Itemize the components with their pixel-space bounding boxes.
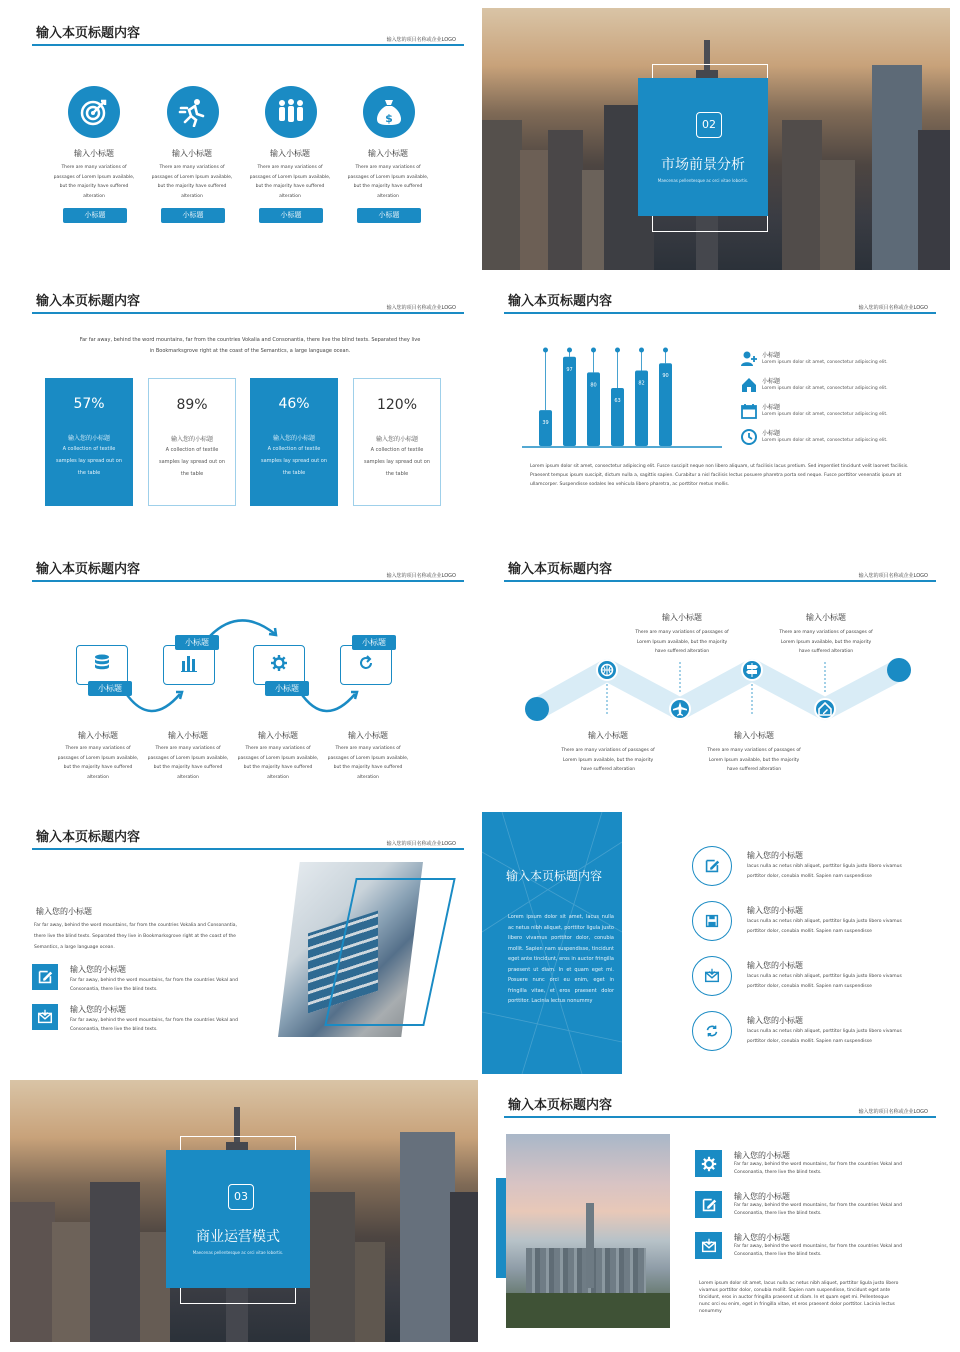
- item-title: 输入您的小标题: [747, 1016, 803, 1025]
- item-text-line: but the majority have suffered: [153, 765, 223, 770]
- section-subtitle: Maecenas pellentesque ac orci vitae lobortis.: [192, 1250, 284, 1255]
- flow-step-box: [163, 645, 215, 685]
- item-text-line: alteration: [357, 774, 379, 780]
- flow-step-box: [76, 645, 128, 685]
- mail-icon: [692, 956, 732, 996]
- item-text-line: but the majority have suffered: [353, 184, 423, 189]
- title-underline: [32, 312, 464, 314]
- title-underline: [504, 1116, 936, 1118]
- section-subtitle: Maecenas pellentesque ac orci vitae lobortis.: [657, 178, 749, 183]
- signpost-icon: [741, 659, 763, 681]
- gear-icon: [269, 653, 289, 677]
- stat-text-line: A collection of textile: [267, 446, 321, 452]
- item-text-line: passages of Lorem Ipsum available,: [249, 174, 331, 180]
- item-title: 输入小标题: [368, 149, 408, 158]
- item-title: 输入小标题: [78, 731, 118, 740]
- slide-2-cover: [482, 8, 950, 270]
- item-text-line: Consonantia, there live the blind texts.: [70, 1027, 158, 1032]
- item-text-line: alteration: [181, 193, 203, 199]
- item-text-line: Consonantia, there live the blind texts.: [70, 987, 158, 992]
- bar-chart: [522, 346, 722, 456]
- item-text-line: porttitor dolor, conubia mollit. Sapien nam suspendisse: [747, 1039, 872, 1044]
- stat-label: 输入您的小标题: [67, 435, 110, 442]
- legend-title: 小标题: [762, 430, 781, 437]
- panel-body: Lorem ipsum dolor sit amet, lacus nulla ac netus nibh aliquet, porttitor ligula justo libero vivamus porttitor dolor, conubia mollit. Sapien nam suspendisse, tincidunt eget ante tincidunt, eros in auctor fringilla praesent ut diam. In et quam eget mi. Posuere nunc orci eu enim, eget in fringilla vitae, et eros praesent dolor porttitor. Lacinia lectus nonummy: [508, 914, 614, 1004]
- bar-value-label: 63: [614, 398, 621, 405]
- edit-icon: [692, 846, 732, 886]
- item-text-line: passages of Lorem Ipsum available,: [53, 174, 135, 180]
- item-text-line: lacus nulla ac netus nibh aliquet, porttitor ligula justo libero vivamus: [747, 919, 902, 924]
- stat-text-line: samples lay spread out on: [55, 458, 122, 464]
- bar: [611, 388, 624, 446]
- title-underline: [32, 848, 464, 850]
- slide-10: [482, 1080, 950, 1342]
- section-heading: 输入您的小标题: [36, 907, 92, 916]
- title-block: [166, 1150, 310, 1288]
- item-text-line: alteration: [279, 193, 301, 199]
- item-text-line: porttitor dolor, conubia mollit. Sapien nam suspendisse: [747, 929, 872, 934]
- legend-title: 小标题: [762, 352, 781, 359]
- legend-text: Lorem ipsum dolor sit amet, consectetur adipiscing elit.: [762, 360, 888, 365]
- section-number: 02: [696, 112, 722, 138]
- item-text-line: Consonantia, there live the blind texts.: [734, 1170, 822, 1175]
- legend-title: 小标题: [762, 378, 781, 385]
- item-button[interactable]: 小标题: [357, 208, 421, 223]
- bar-value-label: 97: [566, 366, 573, 373]
- item-title: 输入小标题: [172, 149, 212, 158]
- database-icon: [92, 653, 112, 677]
- item-text-line: porttitor dolor, conubia mollit. Sapien nam suspendisse: [747, 984, 872, 989]
- stat-card: [250, 378, 338, 506]
- slide-1: [10, 8, 478, 270]
- item-text-line: There are many variations of: [335, 746, 401, 751]
- panel-title: 输入本页标题内容: [506, 869, 603, 883]
- item-title: 输入您的小标题: [70, 1005, 126, 1014]
- body-line-1: Lorem ipsum dolor sit amet, consectetur adipiscing elit. Fusce suscipit neque non libero aliquam, ut facilisis lacus pretium. Sed imperdiet tincidunt velit laoreet facilisis.: [530, 464, 909, 469]
- paragraph-line-2: there live the blind texts. Separated they live in Bookmarksgrove right at the coast of the: [34, 934, 236, 939]
- item-title: 输入小标题: [168, 731, 208, 740]
- stat-text-line: samples lay spread out on: [260, 458, 327, 464]
- item-text-line: There are many variations of: [355, 165, 421, 170]
- money-bag-icon: [363, 86, 415, 138]
- paragraph-line-1: Far far away, behind the word mountains, far from the countries Vokalia and Consonantia,: [34, 923, 237, 928]
- flow-step-box: [340, 645, 392, 685]
- item-text-line: Lorem Ipsum available, but the majority: [562, 757, 654, 763]
- item-button[interactable]: 小标题: [63, 208, 127, 223]
- item-text-line: Consonantia, there live the blind texts.: [734, 1252, 822, 1257]
- company-logo-text: 输入您的项目名称或企业LOGO: [386, 573, 456, 579]
- basketball-icon: [596, 659, 618, 681]
- refresh-icon: [356, 653, 376, 677]
- save-icon: [692, 901, 732, 941]
- bar-guide-dot: [543, 348, 548, 353]
- sync-icon: [692, 1011, 732, 1051]
- paragraph-line-3: Semantics, a large language ocean.: [34, 945, 115, 950]
- bar-guide-dot: [663, 348, 668, 353]
- stat-value: 120%: [376, 397, 418, 413]
- item-text-line: but the majority have suffered: [63, 765, 133, 770]
- item-title: 输入您的小标题: [70, 965, 126, 974]
- company-logo-text: 输入您的项目名称或企业LOGO: [858, 573, 928, 579]
- item-text-line: There are many variations of: [155, 746, 221, 751]
- page-title: 输入本页标题内容: [508, 562, 613, 577]
- item-text-line: alteration: [377, 193, 399, 199]
- item-title: 输入小标题: [258, 731, 298, 740]
- item-text-line: passages of Lorem Ipsum available,: [327, 755, 409, 761]
- stat-text-line: the table: [282, 470, 306, 476]
- body-line-2: vivamus porttitor dolor, conubia mollit. Sapien nam suspendisse, tincidunt eget ante: [699, 1288, 891, 1293]
- item-text-line: passages of Lorem Ipsum available,: [151, 174, 233, 180]
- page-title: 输入本页标题内容: [508, 1098, 613, 1113]
- item-text-line: Far far away, behind the word mountains, far from the countries Vokal and: [70, 978, 238, 983]
- item-text-line: There are many variations of: [61, 165, 127, 170]
- item-title: 输入小标题: [734, 731, 774, 740]
- bar-value-label: 82: [638, 380, 645, 387]
- item-text-line: have suffered alteration: [654, 649, 710, 654]
- title-underline: [504, 312, 936, 314]
- flow-step-box: [253, 645, 305, 685]
- item-text-line: passages of Lorem Ipsum available,: [237, 755, 319, 761]
- flow-step-label: 小标题: [265, 681, 309, 696]
- item-text-line: There are many variations of: [245, 746, 311, 751]
- svg-text:$: $: [385, 112, 393, 125]
- stat-text-line: A collection of textile: [165, 447, 219, 453]
- stat-text-line: the table: [77, 470, 101, 476]
- stat-text-line: the table: [385, 471, 409, 477]
- item-text-line: There are many variations of: [257, 165, 323, 170]
- stat-label: 输入您的小标题: [375, 436, 418, 443]
- bar-value-label: 90: [662, 373, 669, 380]
- page-title: 输入本页标题内容: [36, 26, 141, 41]
- company-logo-text: 输入您的项目名称或企业LOGO: [858, 1109, 928, 1115]
- item-text-line: passages of Lorem Ipsum available,: [57, 755, 139, 761]
- legend-text: Lorem ipsum dolor sit amet, consectetur adipiscing elit.: [762, 438, 888, 443]
- item-text-line: alteration: [177, 774, 199, 780]
- item-button[interactable]: 小标题: [161, 208, 225, 223]
- item-text-line: passages of Lorem Ipsum available,: [147, 755, 229, 761]
- item-text-line: but the majority have suffered: [243, 765, 313, 770]
- item-title: 输入您的小标题: [747, 961, 803, 970]
- stat-label: 输入您的小标题: [272, 435, 315, 442]
- company-logo-text: 输入您的项目名称或企业LOGO: [386, 37, 456, 43]
- item-button[interactable]: 小标题: [259, 208, 323, 223]
- item-text-line: There are many variations of: [159, 165, 225, 170]
- item-title: 输入您的小标题: [747, 906, 803, 915]
- calendar-icon: [740, 402, 758, 420]
- company-logo-text: 输入您的项目名称或企业LOGO: [858, 305, 928, 311]
- item-text-line: have suffered alteration: [726, 767, 782, 772]
- slide-6: [482, 544, 950, 806]
- slide-9-cover: [10, 1080, 478, 1342]
- flow-step-label: 小标题: [352, 635, 396, 650]
- item-text-line: Lorem Ipsum available, but the majority: [636, 639, 728, 645]
- item-text-line: lacus nulla ac netus nibh aliquet, porttitor ligula justo libero vivamus: [747, 864, 902, 869]
- item-title: 输入您的小标题: [734, 1192, 790, 1201]
- stat-label: 输入您的小标题: [170, 436, 213, 443]
- stat-text-line: samples lay spread out on: [158, 459, 225, 465]
- bar-value-label: 39: [542, 420, 549, 427]
- flow-step-label: 小标题: [88, 681, 132, 696]
- stat-text-line: A collection of textile: [370, 447, 424, 453]
- bar-guide-dot: [615, 348, 620, 353]
- legend-text: Lorem ipsum dolor sit amet, consectetur adipiscing elit.: [762, 386, 888, 391]
- stat-text-line: A collection of textile: [62, 446, 116, 452]
- bar: [539, 410, 552, 446]
- item-text-line: have suffered alteration: [798, 649, 854, 654]
- item-text-line: have suffered alteration: [580, 767, 636, 772]
- item-text-line: There are many variations of passages of: [635, 630, 729, 635]
- target-icon: [68, 86, 120, 138]
- item-text-line: Far far away, behind the word mountains, far from the countries Vokal and: [734, 1244, 902, 1249]
- slide-8: [482, 812, 950, 1074]
- flow-step-label: 小标题: [175, 635, 219, 650]
- body-line-3: ullamcorper. Suspendisse sodales leo vehicula libero pharetra, ac porttitor metus mollis.: [530, 482, 730, 487]
- intro-line-2: in Bookmarksgrove right at the coast of the Semantics, a large language ocean.: [149, 348, 351, 354]
- mail-icon: [32, 1004, 58, 1030]
- bar-value-label: 80: [590, 382, 597, 389]
- team-icon: [265, 86, 317, 138]
- stat-card: [45, 378, 133, 506]
- item-title: 输入小标题: [662, 613, 702, 622]
- item-text-line: Far far away, behind the word mountains, far from the countries Vokal and: [70, 1018, 238, 1023]
- legend-title: 小标题: [762, 404, 781, 411]
- title-block: [638, 78, 768, 216]
- slide-7: [10, 812, 478, 1074]
- item-title: 输入您的小标题: [734, 1233, 790, 1242]
- body-line-1: Lorem ipsum dolor sit amet, lacus nulla ac netus nibh aliquet, porttitor ligula justo libero: [699, 1281, 899, 1286]
- bar-guide-dot: [591, 348, 596, 353]
- item-title: 输入小标题: [270, 149, 310, 158]
- bar-guide-dot: [639, 348, 644, 353]
- item-text-line: There are many variations of passages of: [707, 748, 801, 753]
- add-user-icon: [740, 350, 758, 368]
- item-text-line: Consonantia, there live the blind texts.: [734, 1211, 822, 1216]
- page-title: 输入本页标题内容: [36, 562, 141, 577]
- section-number: 03: [228, 1184, 254, 1210]
- item-title: 输入小标题: [588, 731, 628, 740]
- page-title: 输入本页标题内容: [36, 294, 141, 309]
- title-underline: [32, 44, 464, 46]
- body-line-4: nunc orci eu enim, eget in fringilla vitae, et eros praesent dolor porttitor. Lacinia lectus: [699, 1302, 895, 1307]
- item-text-line: alteration: [83, 193, 105, 199]
- stat-text-line: the table: [180, 471, 204, 477]
- page-title: 输入本页标题内容: [36, 830, 141, 845]
- bar-chart-icon: [179, 653, 199, 677]
- edit-icon: [32, 964, 58, 990]
- stat-card: [148, 378, 236, 506]
- body-line-2: Praesent tempus ipsum suscipit, dictum nulla a, sagittis sapien. Curabitur a nisl facilisis lectus posuere pharetra porta sed neque. Fusce porttitor venenatis ipsum at: [530, 473, 902, 478]
- item-text-line: lacus nulla ac netus nibh aliquet, porttitor ligula justo libero vivamus: [747, 974, 902, 979]
- stat-value: 57%: [73, 396, 105, 412]
- legend-text: Lorem ipsum dolor sit amet, consectetur adipiscing elit.: [762, 412, 888, 417]
- item-title: 输入小标题: [74, 149, 114, 158]
- section-title: 市场前景分析: [661, 157, 745, 173]
- section-title: 商业运营模式: [196, 1229, 280, 1245]
- airplane-icon: [669, 698, 691, 720]
- item-text-line: Far far away, behind the word mountains, far from the countries Vokal and: [734, 1203, 902, 1208]
- item-title: 输入小标题: [806, 613, 846, 622]
- item-text-line: but the majority have suffered: [333, 765, 403, 770]
- item-text-line: passages of Lorem Ipsum available,: [347, 174, 429, 180]
- item-text-line: There are many variations of passages of: [779, 630, 873, 635]
- body-line-5: nonummy: [699, 1309, 722, 1314]
- home-pen-icon: [814, 698, 836, 720]
- slide-5: [10, 544, 478, 806]
- company-logo-text: 输入您的项目名称或企业LOGO: [386, 305, 456, 311]
- gear-icon: [695, 1150, 722, 1177]
- stat-card: [353, 378, 441, 506]
- item-text-line: alteration: [267, 774, 289, 780]
- stat-value: 46%: [278, 396, 310, 412]
- page-title: 输入本页标题内容: [508, 294, 613, 309]
- stat-value: 89%: [176, 397, 208, 413]
- item-text-line: Lorem Ipsum available, but the majority: [780, 639, 872, 645]
- mail-icon: [695, 1232, 722, 1259]
- item-text-line: Far far away, behind the word mountains, far from the countries Vokal and: [734, 1162, 902, 1167]
- home-icon: [740, 376, 758, 394]
- slide-4: [482, 276, 950, 538]
- item-text-line: There are many variations of: [65, 746, 131, 751]
- item-text-line: lacus nulla ac netus nibh aliquet, porttitor ligula justo libero vivamus: [747, 1029, 902, 1034]
- item-text-line: alteration: [87, 774, 109, 780]
- item-text-line: Lorem Ipsum available, but the majority: [708, 757, 800, 763]
- edit-icon: [695, 1191, 722, 1218]
- item-text-line: There are many variations of passages of: [561, 748, 655, 753]
- item-text-line: but the majority have suffered: [255, 184, 325, 189]
- company-logo-text: 输入您的项目名称或企业LOGO: [386, 841, 456, 847]
- item-title: 输入您的小标题: [734, 1151, 790, 1160]
- running-man-icon: [167, 86, 219, 138]
- item-text-line: porttitor dolor, conubia mollit. Sapien nam suspendisse: [747, 874, 872, 879]
- clock-icon: [740, 428, 758, 446]
- item-text-line: but the majority have suffered: [59, 184, 129, 189]
- item-text-line: but the majority have suffered: [157, 184, 227, 189]
- hongkong-skyline-image: [506, 1134, 670, 1328]
- bar-guide-dot: [567, 348, 572, 353]
- stat-text-line: samples lay spread out on: [363, 459, 430, 465]
- body-line-3: tincidunt, eros in auctor fringilla praesent ut diam. In et quam eget mi. Pellentesque: [699, 1295, 889, 1300]
- slide-3: [10, 276, 478, 538]
- item-title: 输入小标题: [348, 731, 388, 740]
- intro-line-1: Far far away, behind the word mountains, far from the countries Vokalia and Consonantia, there live the blind texts. Separated they live: [79, 337, 421, 343]
- item-title: 输入您的小标题: [747, 851, 803, 860]
